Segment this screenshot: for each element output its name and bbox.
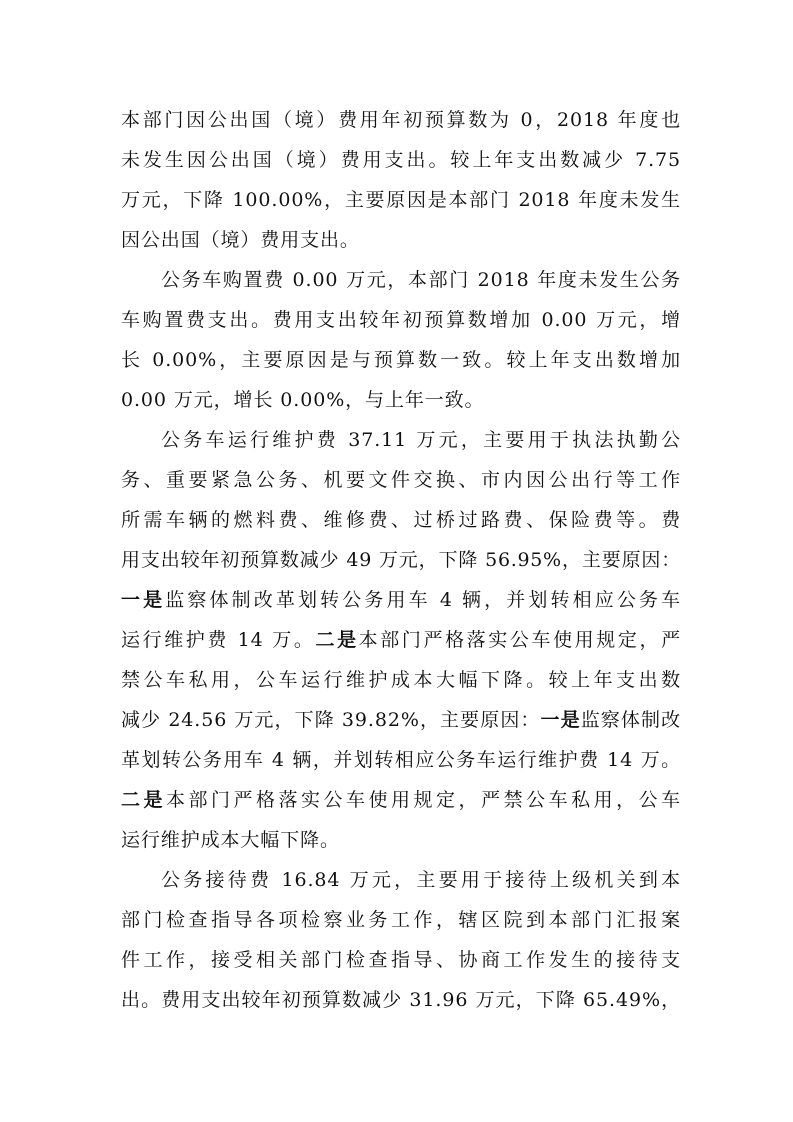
text-segment: 本部门严格落实公车使用规定，严禁公车私用，公车 xyxy=(166,789,681,811)
text-segment: 监察体制改 xyxy=(580,709,681,731)
text-line xyxy=(121,500,681,540)
text-segment: 监察体制改革划转公务用车 4 辆，并划转相应公务车 xyxy=(165,589,681,611)
text-line xyxy=(121,820,681,860)
text-segment: 运行维护成本大幅下降。 xyxy=(121,829,340,851)
text-line xyxy=(121,220,681,260)
text-line xyxy=(121,580,681,620)
text-segment: 件工作，接受相关部门检查指导、协商工作发生的接待支 xyxy=(121,949,681,971)
text-line xyxy=(121,980,681,1020)
paragraph-first-line xyxy=(161,860,681,900)
bold-marker: 一是 xyxy=(540,709,581,731)
paragraph-first-line xyxy=(161,420,681,460)
text-segment: 因公出国（境）费用支出。 xyxy=(121,229,360,251)
text-segment: 出。费用支出较年初预算数减少 31.96 万元，下降 65.49%， xyxy=(121,989,681,1011)
text-line xyxy=(121,660,681,700)
text-segment: 公务车运行维护费 37.11 万元，主要用于执法执勤公 xyxy=(161,429,681,451)
bold-marker: 二是 xyxy=(121,789,167,811)
text-segment: 公务车购置费 0.00 万元，本部门 2018 年度未发生公务 xyxy=(161,269,681,291)
paragraph-first-line xyxy=(161,260,681,300)
bold-marker: 二是 xyxy=(315,629,359,651)
text-segment: 长 0.00%，主要原因是与预算数一致。较上年支出数增加 xyxy=(121,349,681,371)
text-line xyxy=(121,340,681,380)
text-segment: 减少 24.56 万元，下降 39.82%，主要原因： xyxy=(121,709,541,731)
text-segment: 运行维护费 14 万。 xyxy=(121,629,316,651)
text-segment: 0.00 万元，增长 0.00%，与上年一致。 xyxy=(121,389,485,411)
text-line xyxy=(121,140,681,180)
text-line xyxy=(121,780,681,820)
text-segment: 车购置费支出。费用支出较年初预算数增加 0.00 万元，增 xyxy=(121,309,681,331)
text-segment: 未发生因公出国（境）费用支出。较上年支出数减少 7.75 xyxy=(121,149,681,171)
text-line xyxy=(121,180,681,220)
text-line xyxy=(121,460,681,500)
text-segment: 部门检查指导各项检察业务工作，辖区院到本部门汇报案 xyxy=(121,909,681,931)
text-line xyxy=(121,300,681,340)
text-segment: 用支出较年初预算数减少 49 万元，下降 56.95%，主要原因： xyxy=(121,549,681,571)
text-segment: 本部门严格落实公车使用规定，严 xyxy=(358,629,681,651)
bold-marker: 一是 xyxy=(121,589,166,611)
text-line xyxy=(121,100,681,140)
text-line xyxy=(121,940,681,980)
text-segment: 公务接待费 16.84 万元，主要用于接待上级机关到本 xyxy=(161,869,681,891)
text-line xyxy=(121,380,681,420)
text-line xyxy=(121,740,681,780)
text-segment: 禁公车私用，公车运行维护成本大幅下降。较上年支出数 xyxy=(121,669,681,691)
text-line xyxy=(121,900,681,940)
text-segment: 所需车辆的燃料费、维修费、过桥过路费、保险费等。费 xyxy=(121,509,681,531)
text-segment: 万元，下降 100.00%，主要原因是本部门 2018 年度未发生 xyxy=(121,189,681,211)
text-segment: 务、重要紧急公务、机要文件交换、市内因公出行等工作 xyxy=(121,469,681,491)
text-segment: 革划转公务用车 4 辆，并划转相应公务车运行维护费 14 万。 xyxy=(121,749,681,771)
text-line xyxy=(121,620,681,660)
text-line xyxy=(121,540,681,580)
text-segment: 本部门因公出国（境）费用年初预算数为 0，2018 年度也 xyxy=(121,109,681,131)
text-line xyxy=(121,700,681,740)
